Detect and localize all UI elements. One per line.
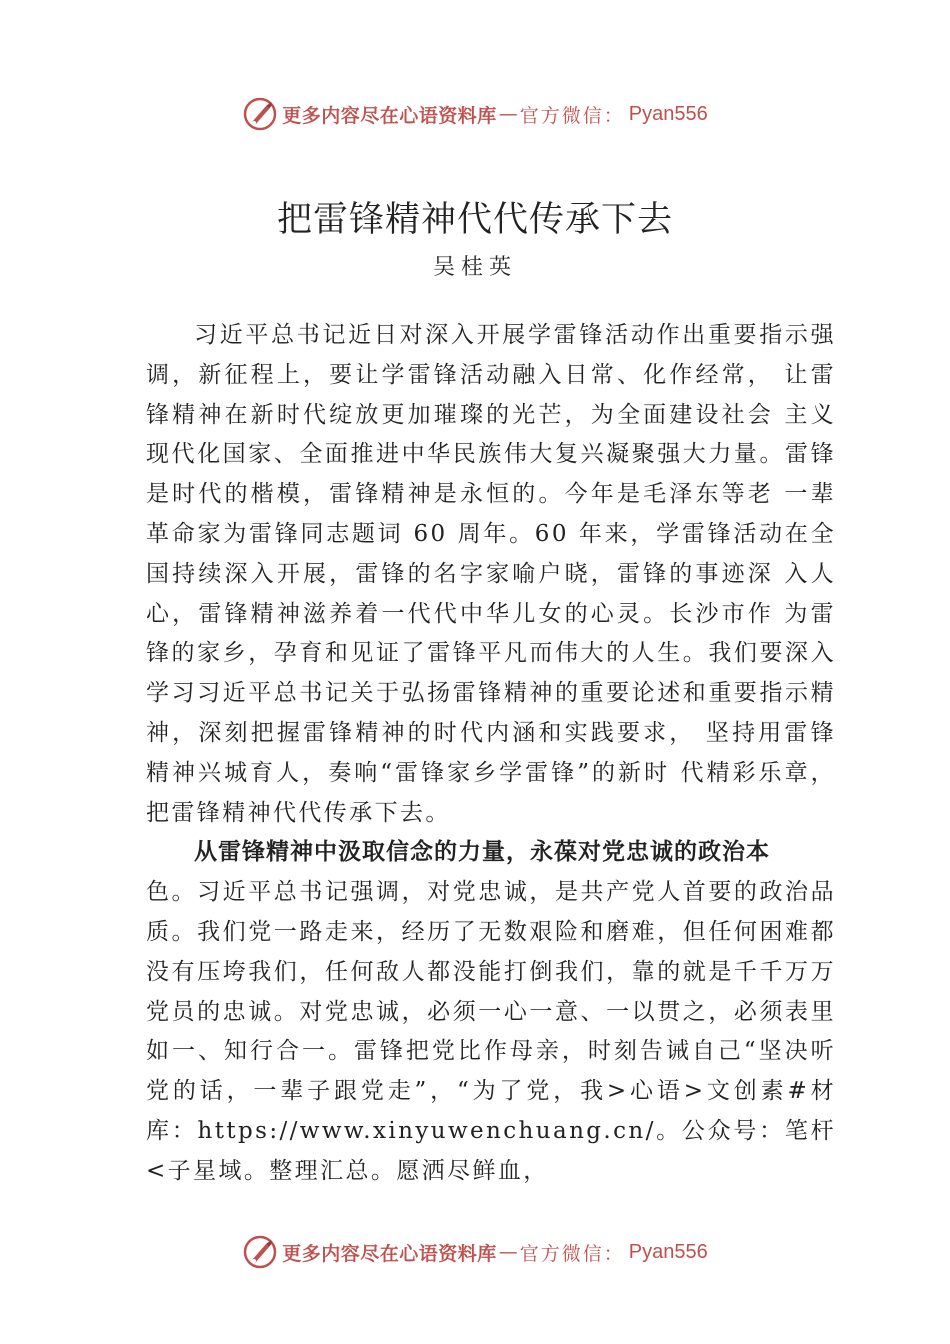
section-heading: 从雷锋精神中汲取信念的力量，永葆对党忠诚的政治本 bbox=[194, 839, 770, 866]
wechat-id: Pyan556 bbox=[628, 102, 708, 125]
paragraph-1: 习近平总书记近日对深入开展学雷锋活动作出重要指示强调，新征程上，要让学雷锋活动融入日常、化作经常， 让雷锋精神在新时代绽放更加璀璨的光芒，为全面建设社会 主义现代化国家、全面推进中华民族伟大复兴凝聚强大力量。雷锋是时代的楷模，雷锋精神是永恒的。今年是毛泽东等老 一辈革命家为雷锋同志题词 60 周年。60 年来，学雷锋活动在全国持续深入开展，雷锋的名字家喻户晓，雷锋的事迹深 入人心，雷锋精神滋养着一代代中华儿女的心灵。长沙市作 为雷锋的家乡，孕育和见证了雷锋平凡而伟大的人生。我们要深入学习习近平总书记关于弘扬雷锋精神的重要论述和重要指示精神，深刻把握雷锋精神的时代内涵和实践要求， 坚持用雷锋精神兴城育人，奏响“雷锋家乡学雷锋”的新时 代精彩乐章，把雷锋精神代代传承下去。 bbox=[146, 322, 836, 826]
separator-dash: — bbox=[498, 1241, 518, 1263]
header-banner bbox=[0, 92, 950, 136]
separator-dash: — bbox=[498, 103, 518, 125]
article-body bbox=[146, 316, 836, 1192]
wechat-label: 官方微信： bbox=[519, 1242, 625, 1265]
brand-name: 更多内容尽在心语资料库 bbox=[282, 104, 497, 127]
quill-logo-icon bbox=[242, 1234, 278, 1270]
quill-logo-icon bbox=[242, 96, 278, 132]
paragraph-2: 色。习近平总书记强调，对党忠诚，是共产党人首要的政治品质。我们党一路走来，经历了无数艰险和磨难，但任何困难都没有压垮我们，任何敌人都没能打倒我们，靠的就是千千万万党员的忠诚。对党忠诚，必须一心一意、一以贯之，必须表里如一、知行合一。雷锋把党比作母亲，时刻告诫自己“坚决听党的话，一辈子跟党走”，“为了党，我>心语>文创素#材库：https://www.xinyuwenchuang.cn/。公众号：笔杆<子星域。整理汇总。愿洒尽鲜血， bbox=[146, 879, 836, 1184]
brand-name: 更多内容尽在心语资料库 bbox=[282, 1242, 497, 1265]
footer-banner bbox=[0, 1230, 950, 1274]
wechat-label: 官方微信： bbox=[519, 104, 625, 127]
article-title: 把雷锋精神代代传承下去 bbox=[276, 200, 673, 240]
article-author: 吴桂英 bbox=[432, 255, 517, 280]
wechat-id: Pyan556 bbox=[628, 1240, 708, 1263]
